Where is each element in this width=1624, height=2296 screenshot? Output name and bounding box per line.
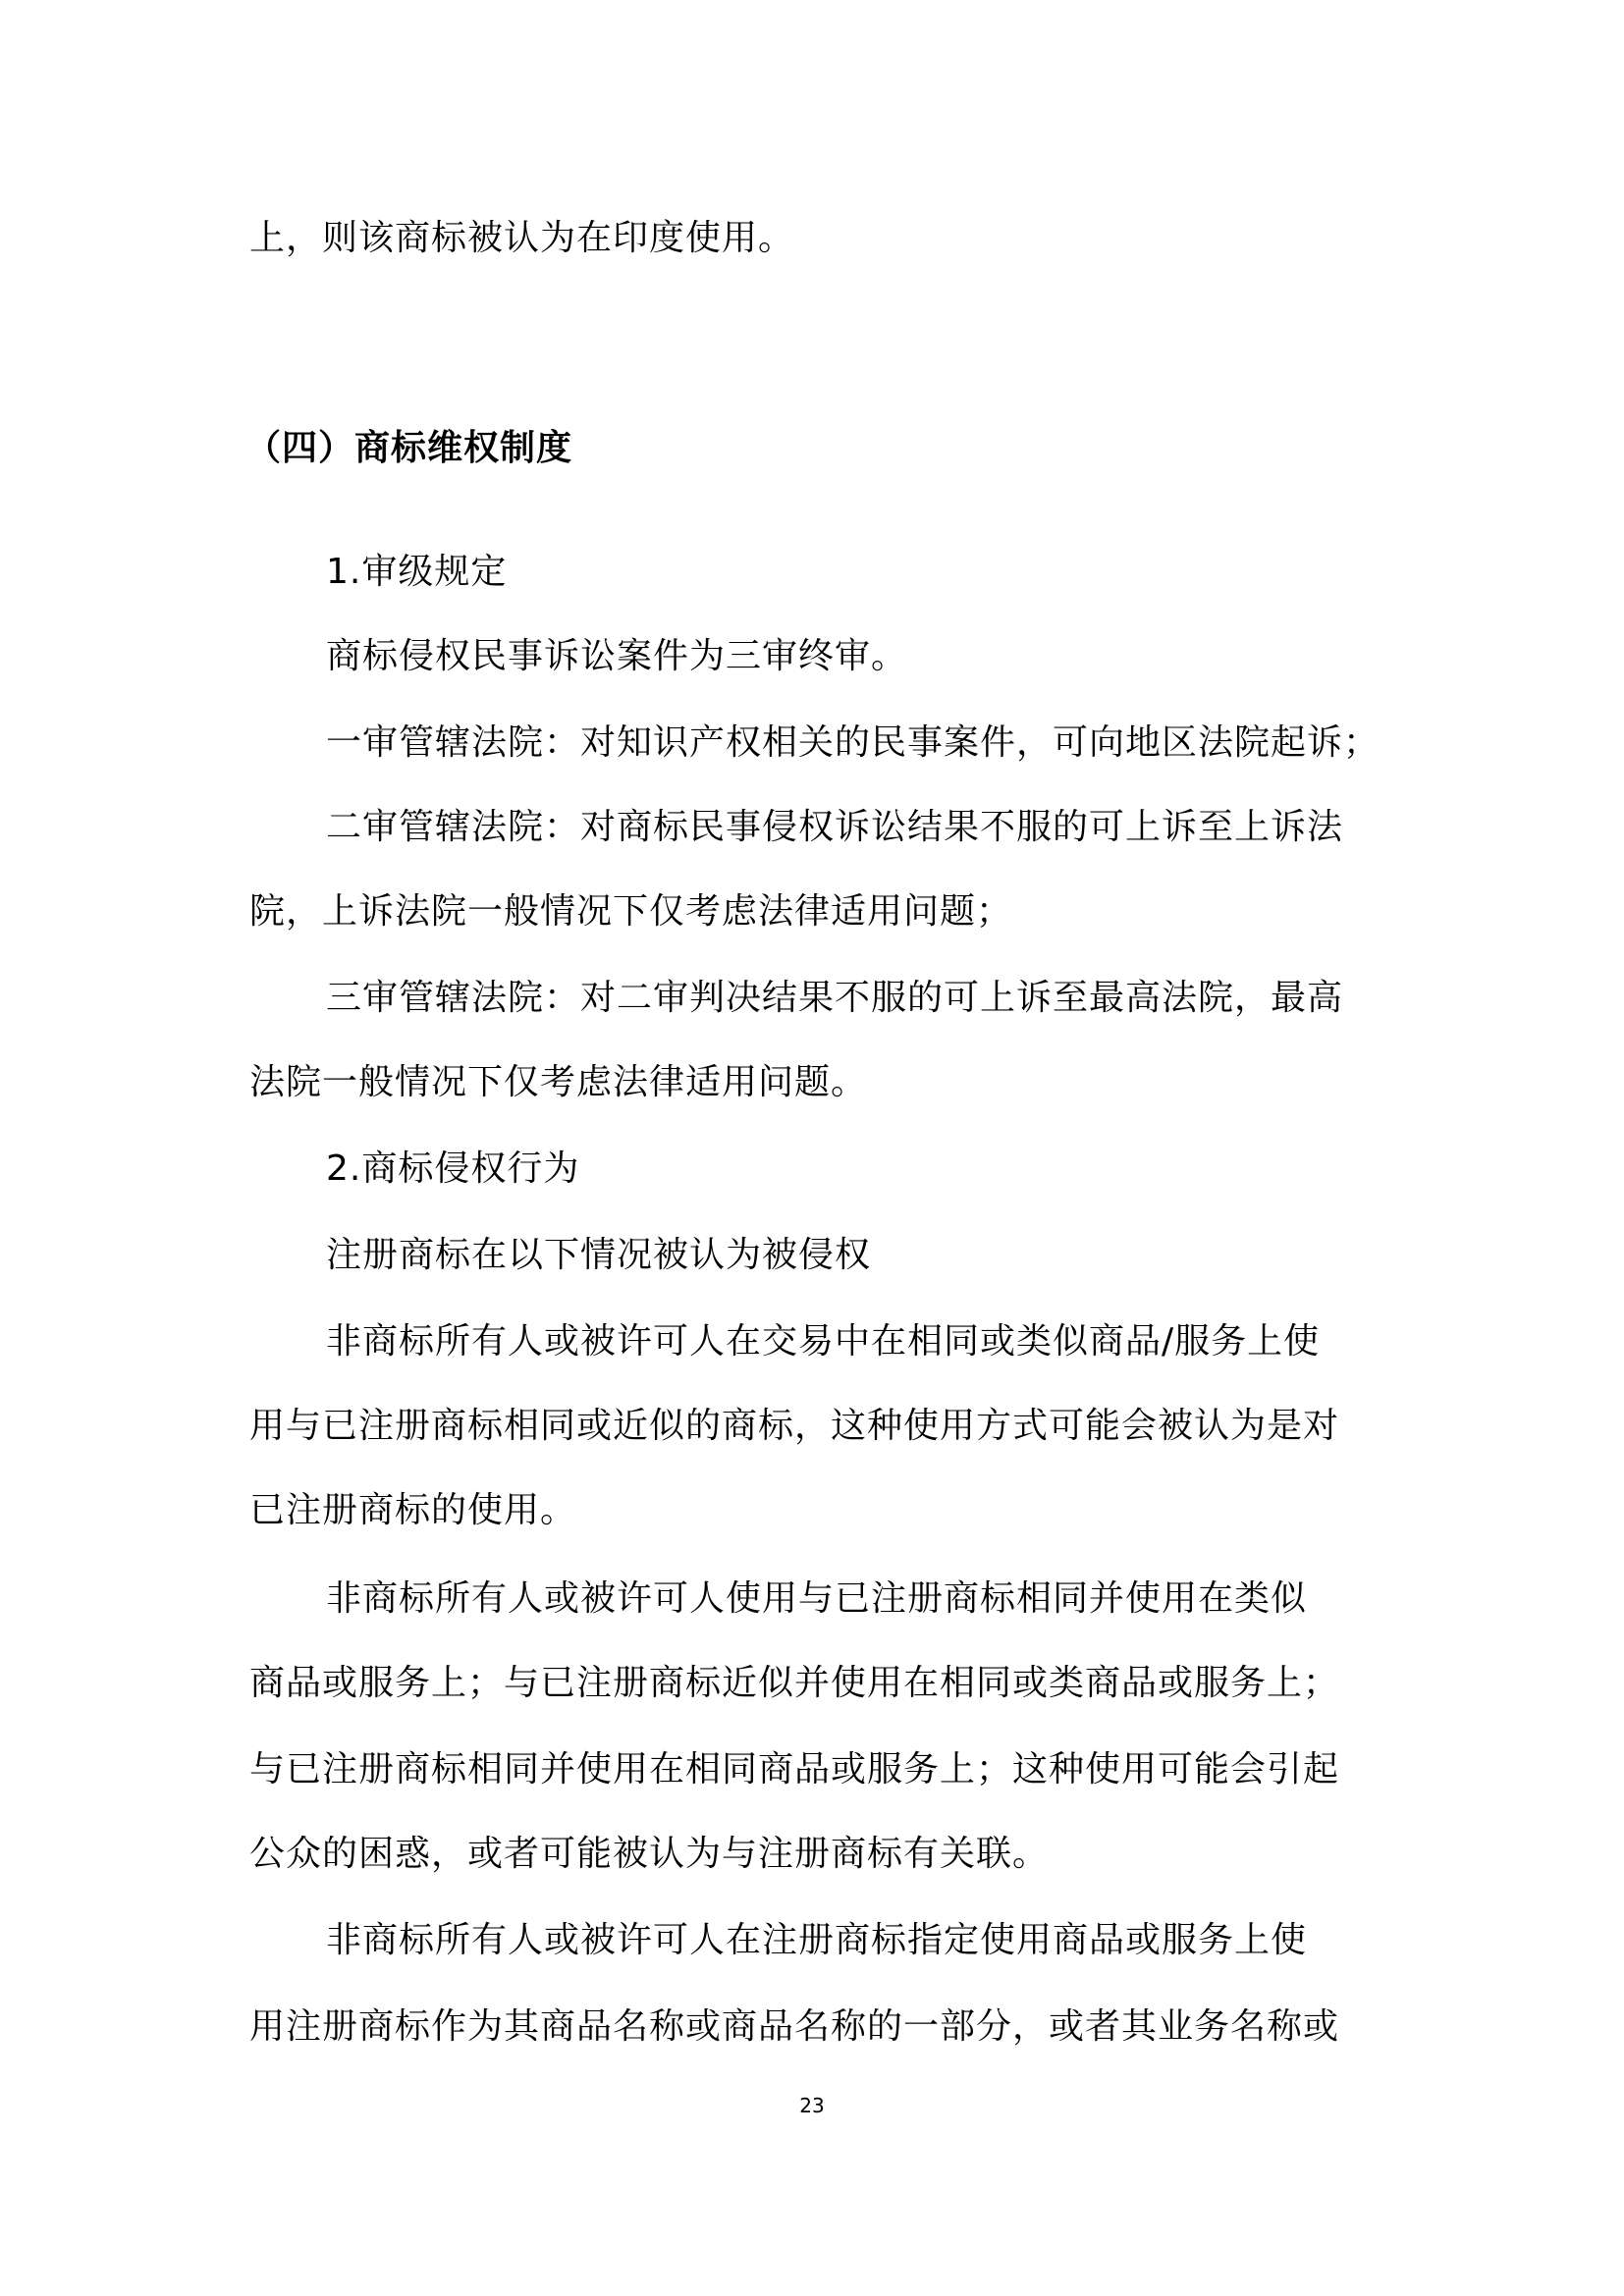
- section-heading: （四）商标维权制度: [245, 428, 573, 468]
- paragraph-line: 商标侵权民事诉讼案件为三审终审。: [326, 636, 908, 676]
- page-number: 23: [799, 2094, 825, 2117]
- paragraph-line: 已注册商标的使用。: [249, 1490, 577, 1530]
- subsection-heading: 1.审级规定: [326, 552, 508, 592]
- paragraph-line: 注册商标在以下情况被认为被侵权: [326, 1235, 872, 1275]
- paragraph-line: 用与已注册商标相同或近似的商标，这种使用方式可能会被认为是对: [249, 1406, 1340, 1446]
- subsection-heading: 2.商标侵权行为: [326, 1148, 580, 1189]
- paragraph-line: 公众的困惑，或者可能被认为与注册商标有关联。: [249, 1834, 1050, 1874]
- paragraph-line: 二审管辖法院：对商标民事侵权诉讼结果不服的可上诉至上诉法: [326, 807, 1344, 847]
- paragraph-line: 用注册商标作为其商品名称或商品名称的一部分，或者其业务名称或: [249, 2006, 1340, 2047]
- paragraph-line: 非商标所有人或被许可人在注册商标指定使用商品或服务上使: [326, 1920, 1308, 1960]
- paragraph-line: 三审管辖法院：对二审判决结果不服的可上诉至最高法院，最高: [326, 978, 1344, 1018]
- paragraph-line: 院，上诉法院一般情况下仅考虑法律适用问题；: [249, 891, 1013, 932]
- paragraph-line: 一审管辖法院：对知识产权相关的民事案件，可向地区法院起诉；: [326, 722, 1380, 763]
- paragraph-line: 上，则该商标被认为在印度使用。: [249, 218, 795, 258]
- paragraph-line: 与已注册商标相同并使用在相同商品或服务上；这种使用可能会引起: [249, 1749, 1340, 1789]
- paragraph-line: 非商标所有人或被许可人使用与已注册商标相同并使用在类似: [326, 1578, 1308, 1619]
- paragraph-line: 非商标所有人或被许可人在交易中在相同或类似商品/服务上使: [326, 1321, 1321, 1362]
- paragraph-line: 法院一般情况下仅考虑法律适用问题。: [249, 1062, 868, 1102]
- paragraph-line: 商品或服务上；与已注册商标近似并使用在相同或类商品或服务上；: [249, 1663, 1340, 1703]
